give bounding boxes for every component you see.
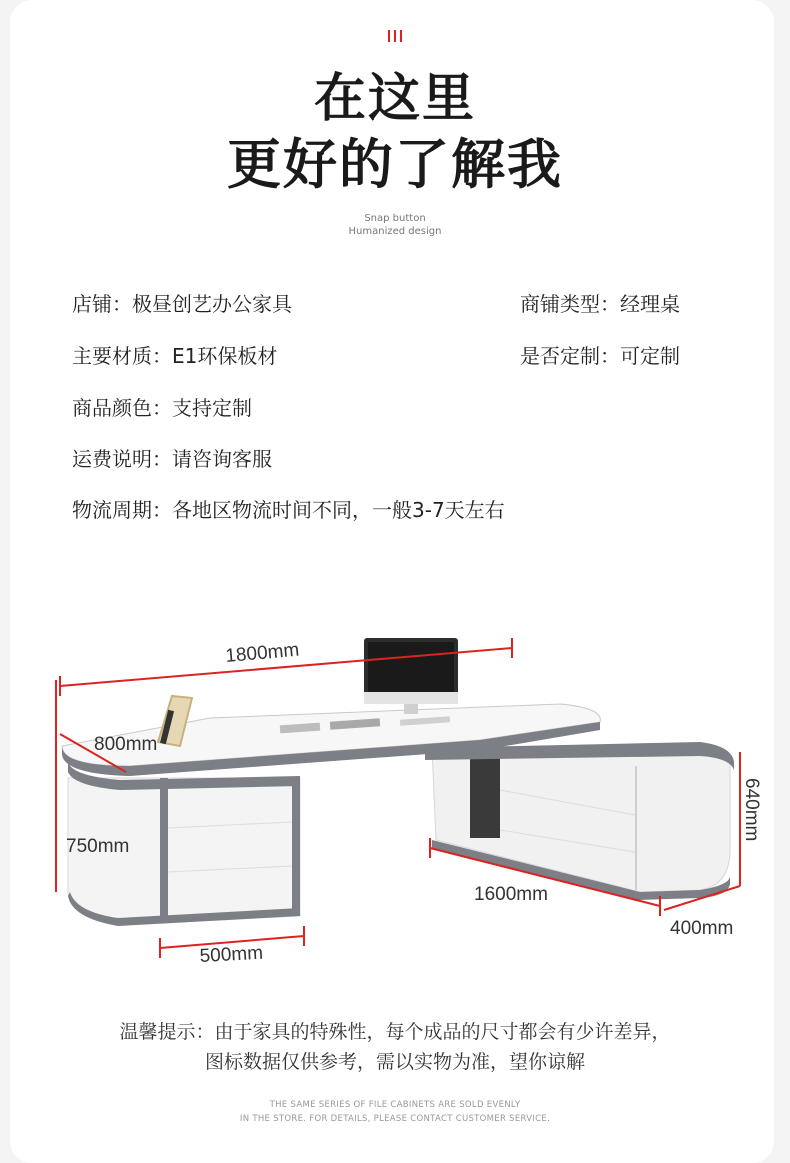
- spec-shipping: 运费说明：请咨询客服: [72, 447, 272, 471]
- dim-height-main: 750mm: [66, 836, 130, 857]
- notice-line-1: 温馨提示：由于家具的特殊性，每个成品的尺寸都会有少许差异，: [119, 1021, 671, 1043]
- spec-type: 商铺类型：经理桌: [520, 292, 680, 316]
- page-title-line-1: 在这里: [313, 69, 476, 129]
- dim-pedestal-width: 500mm: [199, 942, 264, 967]
- dim-side-length: 1600mm: [474, 884, 548, 905]
- page-title-line-2: 更好的了解我: [227, 133, 563, 196]
- spec-material: 主要材质：E1环保板材: [72, 344, 278, 368]
- spec-logistics: 物流周期：各地区物流时间不同，一般3-7天左右: [72, 498, 505, 522]
- decorative-marker: [388, 30, 402, 42]
- dim-width-main: 1800mm: [224, 639, 301, 667]
- footer-line-1: THE SAME SERIES OF FILE CABINETS ARE SOLD EVENLY: [269, 1100, 521, 1110]
- subtitle-line-2: Humanized design: [348, 226, 442, 237]
- notice-line-2: 图标数据仅供参考，需以实物为准，望你谅解: [204, 1051, 585, 1073]
- dim-depth-main: 800mm: [94, 734, 158, 755]
- dim-side-depth: 400mm: [670, 918, 734, 939]
- monitor-illustration: [364, 638, 458, 714]
- side-cabinet: [425, 742, 734, 900]
- desk-dimension-illustration: [0, 600, 790, 990]
- spec-color: 商品颜色：支持定制: [72, 396, 252, 420]
- spec-shop: 店铺：极昼创艺办公家具: [72, 292, 292, 316]
- subtitle-line-1: Snap button: [364, 213, 426, 224]
- spec-custom: 是否定制：可定制: [520, 344, 680, 368]
- dim-side-height: 640mm: [741, 778, 762, 842]
- footer-line-2: IN THE STORE. FOR DETAILS, PLEASE CONTACT CUSTOMER SERVICE.: [239, 1114, 551, 1124]
